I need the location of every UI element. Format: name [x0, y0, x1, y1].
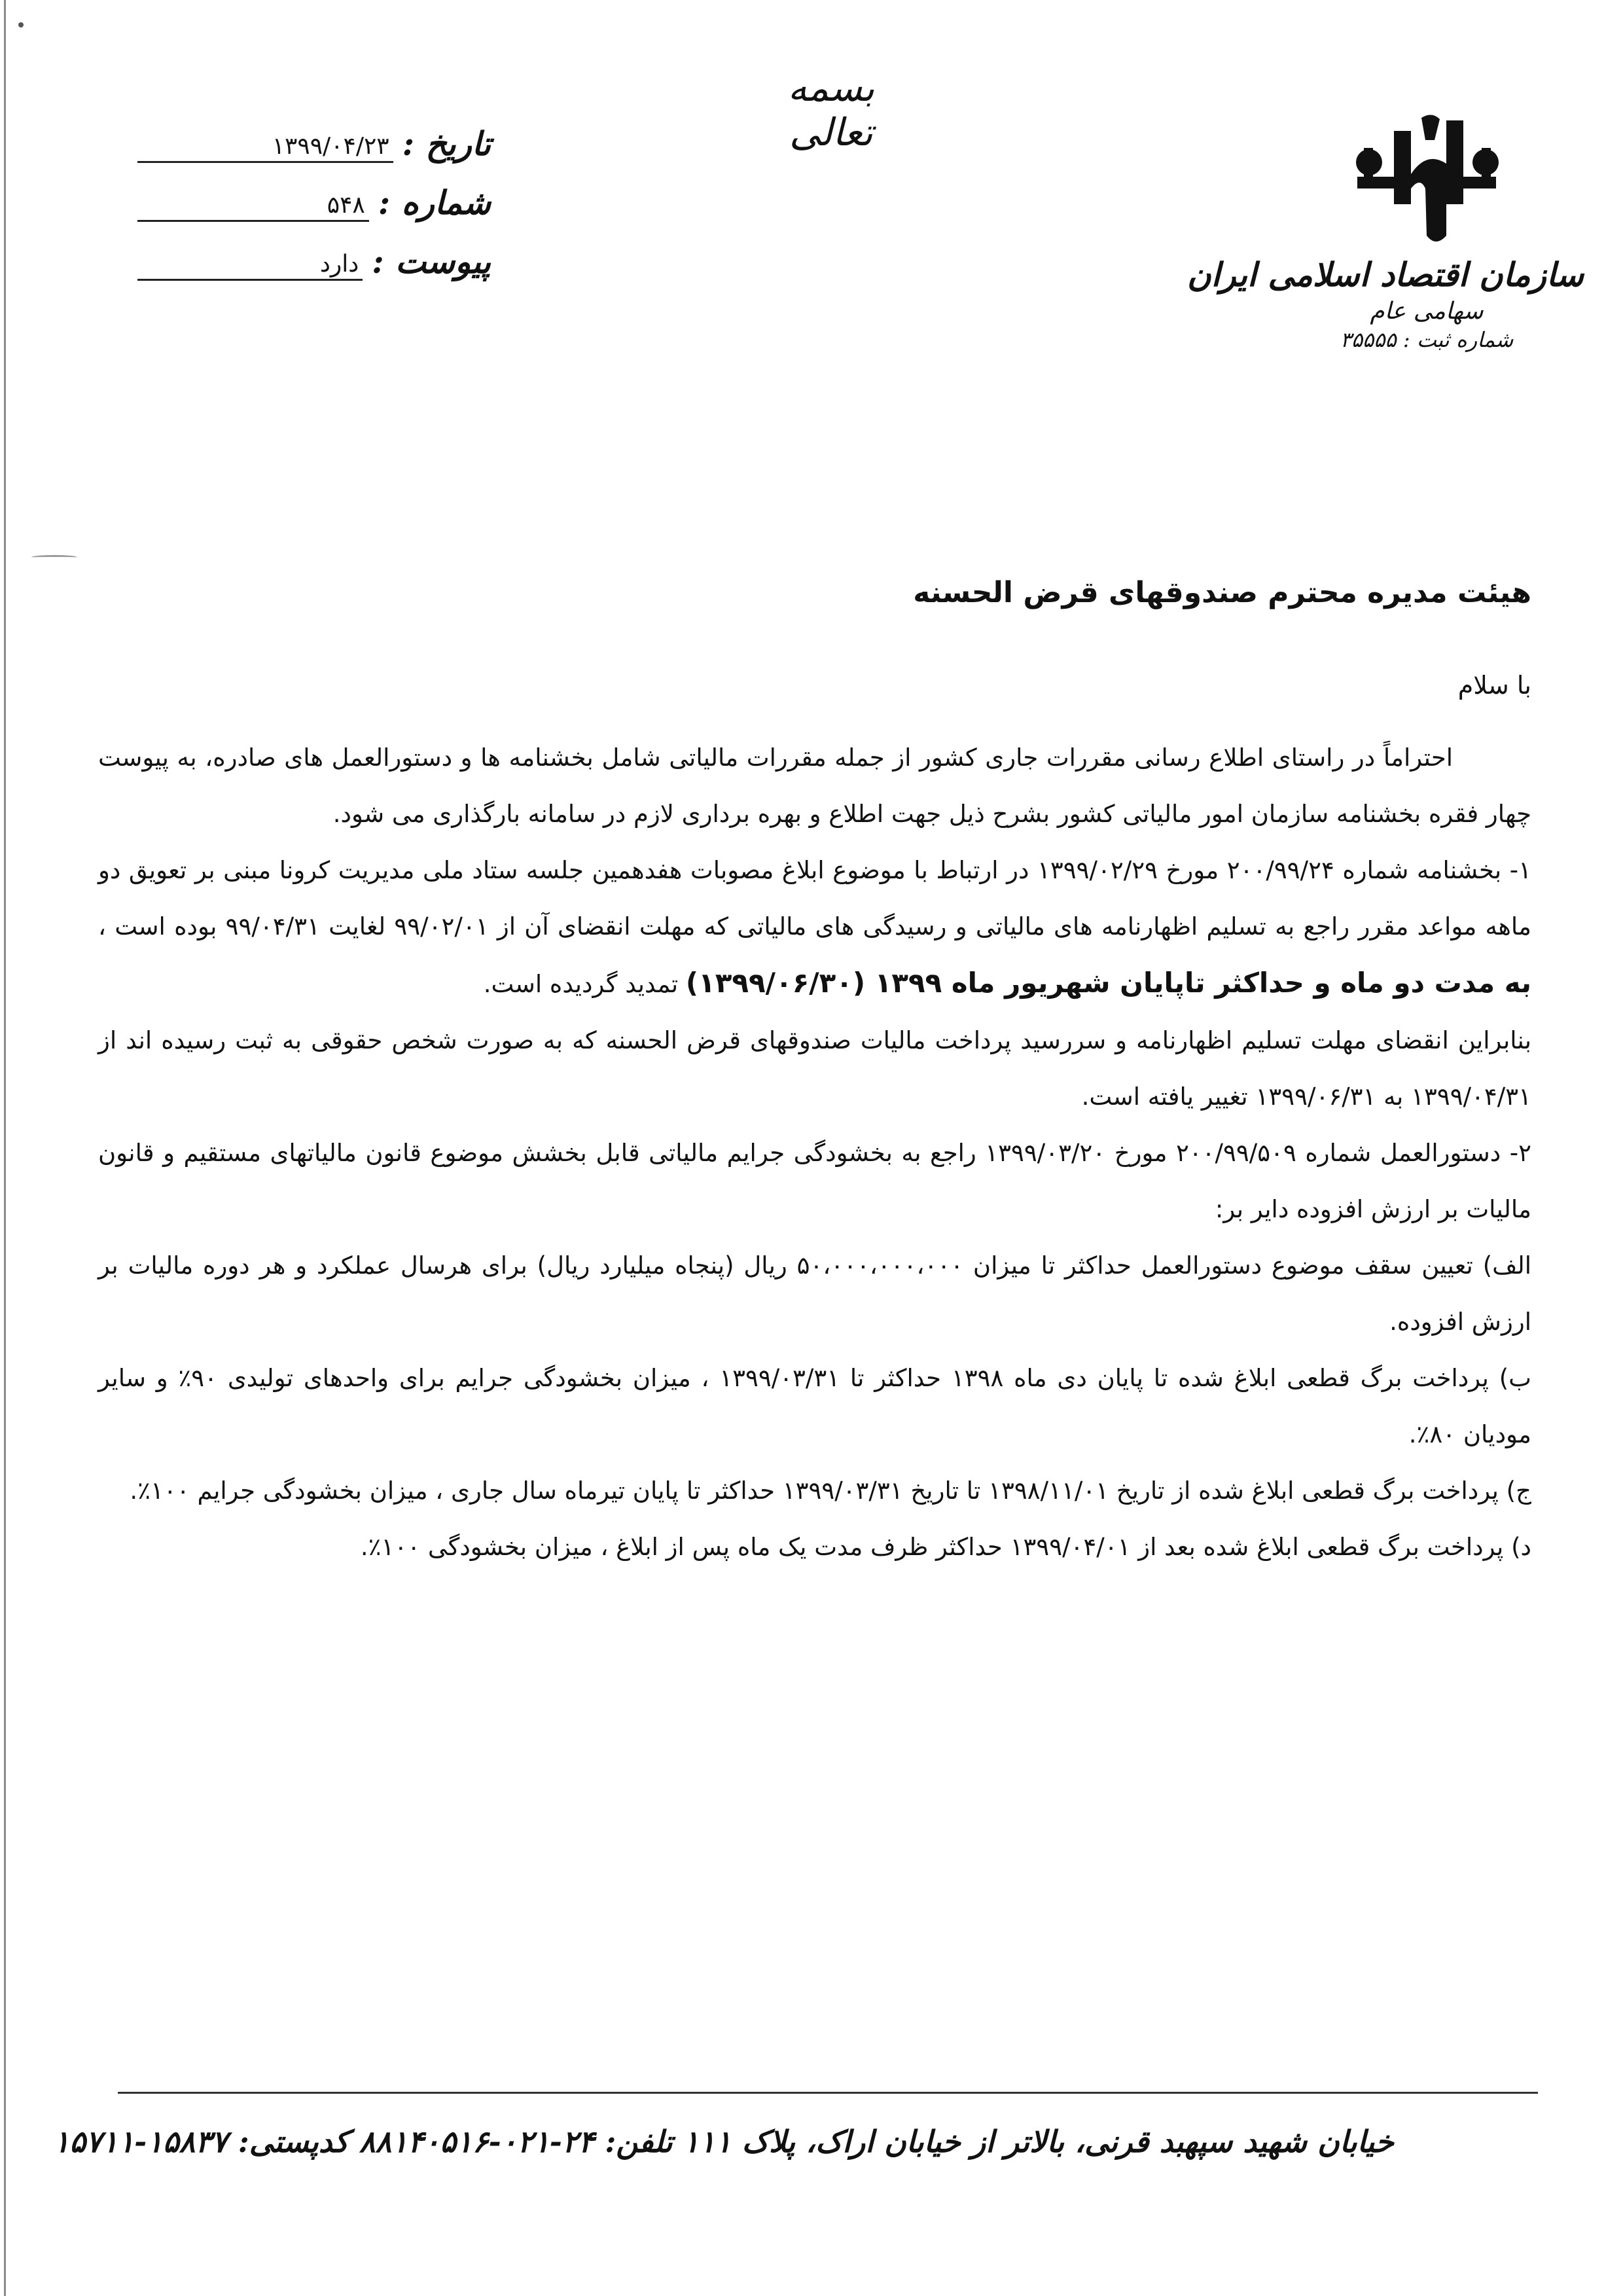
- date-label: تاریخ :: [402, 124, 491, 163]
- attachment-value: دارد: [319, 251, 359, 278]
- item-1-paragraph: [98, 842, 1531, 1013]
- basmala-heading: بسمه تعالی: [787, 65, 875, 154]
- attachment-row: [137, 242, 491, 281]
- item-1-emphasis: به مدت دو ماه و حداکثر تاپایان شهریور ماه ۱۳۹۹ (۱۳۹۹/۰۶/۳۰): [685, 967, 1531, 999]
- date-value: ۱۳۹۹/۰۴/۲۳: [272, 133, 389, 160]
- item-1-ending: تمدید گردیده است.: [483, 970, 679, 998]
- footer-address: خیابان شهید سپهبد قرنی، بالاتر از خیابان اراک، پلاک ۱۱۱ تلفن: ۲۴-۰۲۱-۸۸۱۴۰۵۱۶ کدپستی: ۱۵۸۳۷-۱۵۷۱۱: [53, 2124, 1394, 2159]
- scan-dot: [18, 22, 24, 27]
- number-label: شماره :: [378, 183, 491, 222]
- org-logo-block: [1186, 111, 1584, 352]
- item-2a: الف) تعیین سقف موضوع دستورالعمل حداکثر تا میزان ۵۰،۰۰۰،۰۰۰،۰۰۰ ریال (پنجاه میلیارد ریال) برای هرسال عملکرد و هر دوره مالیات بر ارزش افزوده.: [98, 1251, 1531, 1336]
- org-logo-icon: [1348, 111, 1505, 249]
- attachment-line: [137, 247, 363, 281]
- number-line: [137, 188, 369, 222]
- item-2-paragraph: ۲- دستورالعمل شماره ۲۰۰/۹۹/۵۰۹ مورخ ۱۳۹۹/۰۳/۲۰ راجع به بخشودگی جرایم مالیاتی قابل بخشش موضوع قانون مالیاتهای مستقیم و قانون مالیات بر ارزش افزوده دایر بر:: [98, 1139, 1531, 1223]
- number-row: [137, 183, 491, 222]
- intro-paragraph: احتراماً در راستای اطلاع رسانی مقررات جاری کشور از جمله مقررات مالیاتی شامل بخشنامه ها و دستورالعمل های صادره، به پیوست چهار فقره بخشنامه سازمان امور مالیاتی کشور بشرح ذیل جهت اطلاع و بهره برداری لازم در سامانه بارگذاری می شود.: [98, 744, 1531, 828]
- letter-body: [98, 730, 1531, 1575]
- scan-mark: [31, 555, 77, 560]
- number-value: ۵۴۸: [327, 192, 365, 219]
- org-name: سازمان اقتصاد اسلامی ایران: [1186, 255, 1584, 294]
- item-2b: ب) پرداخت برگ قطعی ابلاغ شده تا پایان دی ماه ۱۳۹۸ حداکثر تا ۱۳۹۹/۰۳/۳۱ ، میزان بخشودگی جرایم برای واحدهای تولیدی ۹۰٪ و سایر مودیان ۸۰٪.: [98, 1364, 1531, 1448]
- greeting: با سلام: [1457, 671, 1531, 700]
- date-line: [137, 130, 393, 163]
- item-1-text: ۱- بخشنامه شماره ۲۰۰/۹۹/۲۴ مورخ ۱۳۹۹/۰۲/۲۹ در ارتباط با موضوع ابلاغ مصوبات هفدهمین جلسه ستاد ملی مدیریت کرونا مبنی بر تعویق دو ماهه مواعد مقرر راجع به تسلیم اظهارنامه های مالیاتی و رسیدگی های مالیاتی که مهلت انقضای آن از ۹۹/۰۲/۰۱ لغایت ۹۹/۰۴/۳۱ بوده است ،: [98, 856, 1531, 941]
- footer-divider: [118, 2092, 1538, 2094]
- org-registration: شماره ثبت : ۳۵۵۵۵: [1340, 327, 1514, 352]
- scan-edge-line: [4, 0, 6, 2296]
- item-2d: د) پرداخت برگ قطعی ابلاغ شده بعد از ۱۳۹۹/۰۴/۰۱ حداکثر ظرف مدت یک ماه پس از ابلاغ ، میزان بخشودگی ۱۰۰٪.: [360, 1533, 1531, 1561]
- attachment-label: پیوست :: [372, 242, 491, 281]
- date-row: [137, 124, 491, 163]
- item-1-followup: بنابراین انقضای مهلت تسلیم اظهارنامه و سررسید پرداخت مالیات صندوقهای قرض الحسنه که به صورت شخص حقوقی به ثبت رسیده اند از ۱۳۹۹/۰۴/۳۱ به ۱۳۹۹/۰۶/۳۱ تغییر یافته است.: [98, 1026, 1531, 1111]
- org-type: سهامی عام: [1370, 298, 1484, 325]
- recipient-heading: هیئت مدیره محترم صندوقهای قرض الحسنه: [913, 576, 1531, 609]
- item-2c: ج) پرداخت برگ قطعی ابلاغ شده از تاریخ ۱۳۹۸/۱۱/۰۱ تا تاریخ ۱۳۹۹/۰۳/۳۱ حداکثر تا پایان تیرماه سال جاری ، میزان بخشودگی جرایم ۱۰۰٪.: [130, 1477, 1531, 1505]
